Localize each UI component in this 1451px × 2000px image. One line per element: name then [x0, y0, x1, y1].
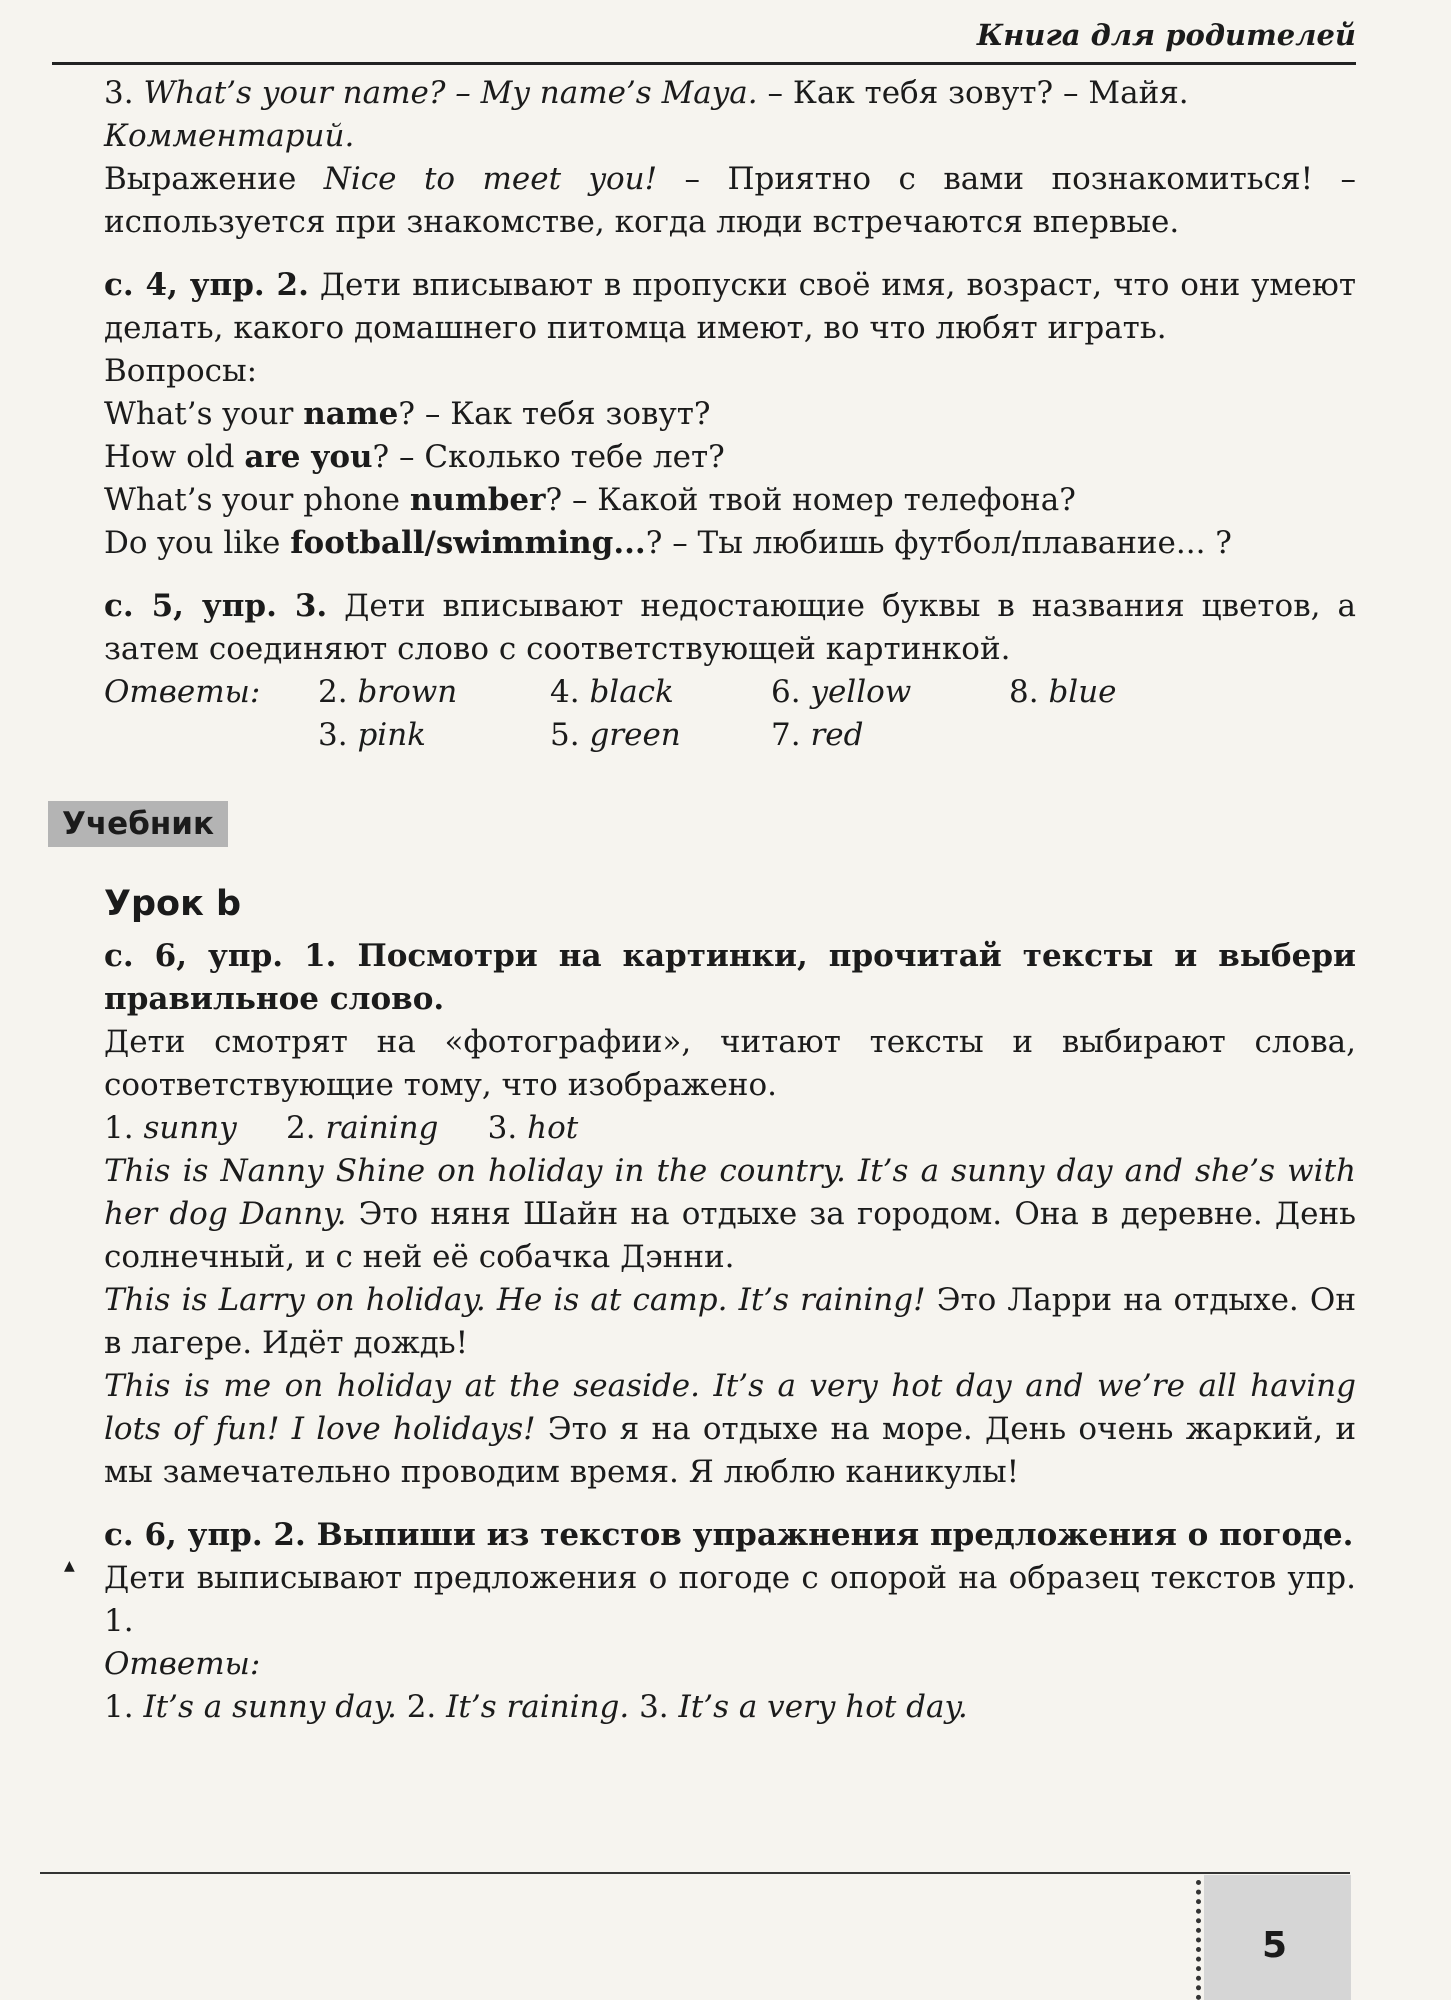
stray-mark-icon: ▲ — [64, 1558, 75, 1574]
question-line: What’s your name? – Как тебя зовут? — [104, 396, 711, 432]
exercise-description: Дети выписывают предложения о погоде с опорой на образец текстов упр. 1. — [104, 1560, 1356, 1639]
exercise-title: с. 6, упр. 1. Посмотри на картинки, прочитай тексты и выбери правильное слово. — [104, 938, 1356, 1017]
page-number: 5 — [1262, 1925, 1288, 1966]
dialogue-line: 3. What’s your name? – My name’s Maya. – Как тебя зовут? – Майя. — [104, 75, 1189, 111]
question-line: What’s your phone number? – Какой твой номер телефона? — [104, 482, 1076, 518]
running-title: Книга для родителей — [976, 18, 1356, 52]
exercise-paragraph: с. 4, упр. 2. Дети вписывают в пропуски своё имя, возраст, что они умеют делать, какого домашнего питомца имеют, во что любят играть. — [104, 267, 1357, 346]
options-line: 1. sunny 2. raining 3. hot — [104, 1110, 579, 1146]
answers-line: 1. It’s a sunny day. 2. It’s raining. 3. It’s a very hot day. — [104, 1689, 968, 1725]
dialogue-russian: – Как тебя зовут? – Майя. — [757, 75, 1189, 111]
expression-note: Выражение Nice to meet you! – Приятно с вами познакомиться! – используется при знакомстве, когда люди встречаются впервые. — [104, 161, 1357, 240]
page-content — [62, 72, 1357, 1729]
text-translation: This is Nanny Shine on holiday in the country. It’s a sunny day and she’s with her dog Danny. Это няня Шайн на отдыхе за городом. Она в деревне. День солнечный, и с ней её собачка Дэнни. — [104, 1153, 1356, 1275]
answers-row: Ответы: 2. brown 4. black 6. yellow 8. blue — [104, 671, 1356, 714]
answers-row: 3. pink 5. green 7. red — [318, 717, 864, 753]
dotted-separator — [1196, 1880, 1201, 2000]
page-header — [52, 0, 1356, 65]
footer-rule — [40, 1872, 1350, 1874]
comment-label: Комментарий. — [104, 118, 355, 154]
answers-label: Ответы: — [104, 1646, 261, 1682]
lesson-title: Урок b — [104, 884, 242, 924]
question-line: How old are you? – Сколько тебе лет? — [104, 439, 725, 475]
dialogue-english: What’s your name? – My name’s Maya. — [143, 75, 758, 111]
expression-english: Nice to meet you! — [323, 161, 658, 197]
answers-label: Ответы: — [104, 674, 261, 710]
exercise-ref: с. 4, упр. 2. — [104, 267, 309, 303]
exercise-paragraph: с. 5, упр. 3. Дети вписывают недостающие буквы в названия цветов, а затем соединяют слово с соответствующей картинкой. — [104, 588, 1356, 667]
text-translation: This is Larry on holiday. He is at camp. It’s raining! Это Ларри на отдыхе. Он в лагере. Идёт дождь! — [104, 1282, 1356, 1361]
section-badge: Учебник — [48, 801, 228, 847]
text-translation: This is me on holiday at the seaside. It’s a very hot day and we’re all having lots of fun! I love holidays! Это я на отдыхе на море. День очень жаркий, и мы замечательно проводим время. Я люблю каникулы! — [104, 1368, 1357, 1490]
questions-label: Вопросы: — [104, 353, 258, 389]
exercise-description: Дети смотрят на «фотографии», читают тексты и выбирают слова, соответствующие тому, что изображено. — [104, 1024, 1356, 1103]
question-line: Do you like football/swimming...? – Ты любишь футбол/плавание... ? — [104, 525, 1232, 561]
exercise-title: с. 6, упр. 2. Выпиши из текстов упражнения предложения о погоде. — [104, 1517, 1354, 1553]
exercise-ref: с. 5, упр. 3. — [104, 588, 328, 624]
